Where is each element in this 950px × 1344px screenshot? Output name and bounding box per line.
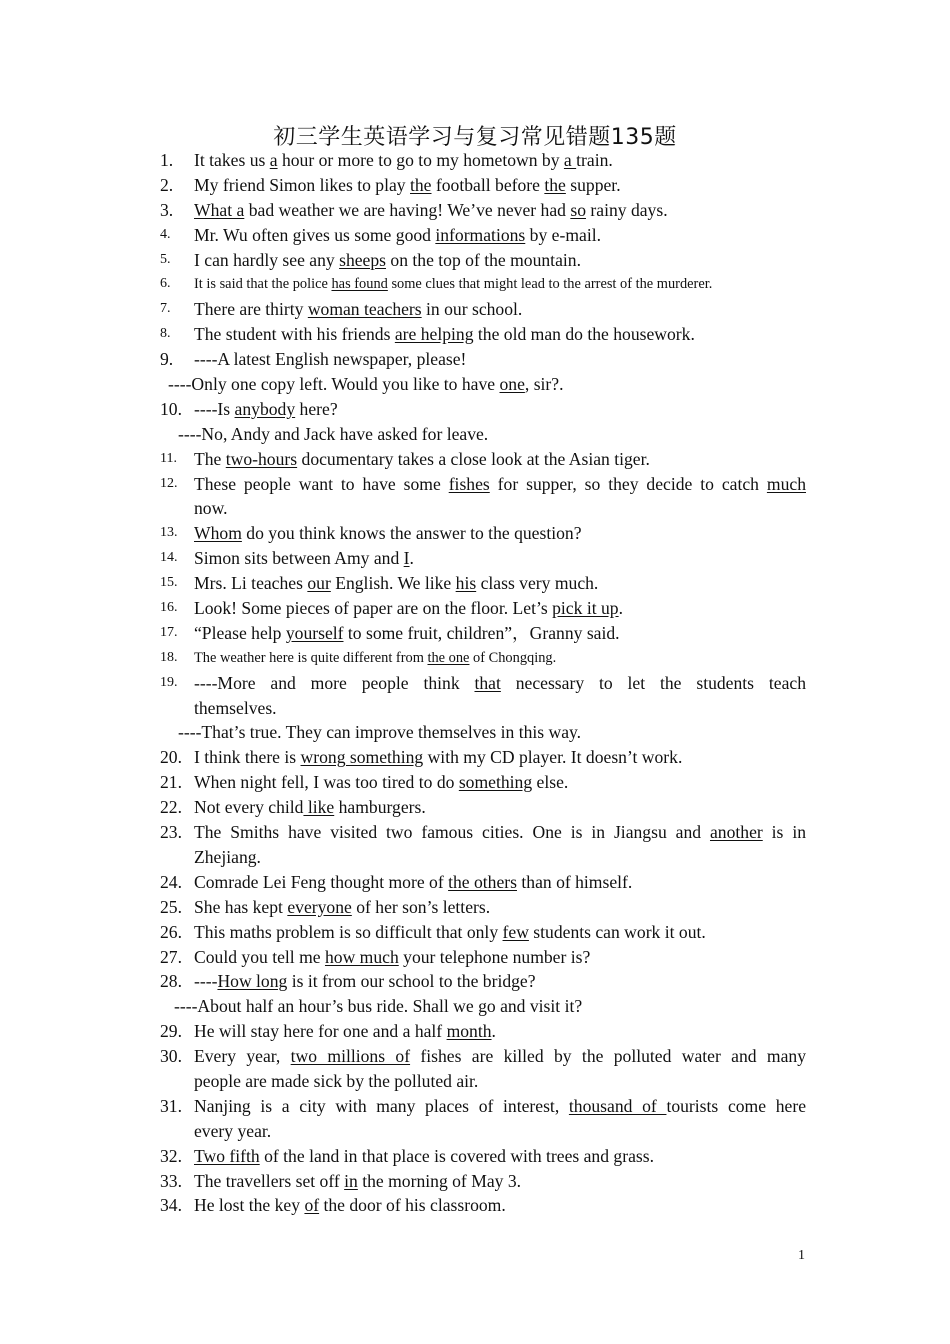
sentence-text: football before <box>431 174 545 195</box>
underlined-error: the others <box>448 871 517 892</box>
sentence-text: of Chongqing. <box>469 649 557 666</box>
sentence-text: in our school. <box>421 299 523 320</box>
sentence-text: on the top of the mountain. <box>386 249 581 270</box>
underlined-error: woman teachers <box>307 299 422 320</box>
sentence-text: The Smiths have visited two famous cities. One is in Jiangsu and <box>194 822 710 843</box>
sentence-text: hour or more to go to my hometown by <box>277 150 564 170</box>
question-line <box>160 696 806 721</box>
underlined-error: anybody <box>234 398 296 419</box>
underlined-error: everyone <box>287 896 352 917</box>
underlined-error: two-hours <box>225 448 298 469</box>
underlined-error: thousand of <box>568 1095 667 1116</box>
question-line <box>160 347 806 372</box>
sentence-text: bad weather we are having! We’ve never had <box>244 199 571 220</box>
underlined-error: fishes <box>448 473 490 494</box>
question-number: 27. <box>160 946 182 967</box>
sentence-text: the morning of May 3. <box>357 1170 522 1191</box>
sentence-text: do you think knows the answer to the question? <box>241 523 582 544</box>
question-line <box>160 496 806 521</box>
underlined-error: that <box>474 672 501 693</box>
underlined-error: the one <box>427 649 470 666</box>
dialogue-reply <box>174 994 582 1019</box>
sentence-text: My friend Simon likes to play <box>194 174 410 195</box>
sentence-text: to some fruit, children”，Granny said. <box>343 622 620 643</box>
underlined-error: wrong something <box>300 747 424 768</box>
question-text <box>194 795 806 820</box>
question-line <box>160 895 806 920</box>
sentence-text: There are thirty <box>194 299 308 320</box>
sentence-text: necessary to let the students teach <box>500 672 806 693</box>
question-number: 19. <box>160 674 178 690</box>
question-number: 30. <box>160 1046 182 1067</box>
sentence-text: here? <box>295 398 338 419</box>
continuation-text: people are made sick by the polluted air. <box>194 1070 479 1091</box>
question-line <box>160 671 806 696</box>
question-line <box>160 1193 806 1218</box>
question-line <box>160 1169 806 1194</box>
question-number: 29. <box>160 1021 182 1042</box>
sentence-text: When night fell, I was too tired to do <box>194 772 459 793</box>
question-number: 10. <box>160 398 182 419</box>
question-text <box>194 1094 806 1119</box>
sentence-text: I think there is <box>194 747 301 768</box>
question-text <box>194 223 806 248</box>
question-number: 16. <box>160 600 178 616</box>
question-line <box>160 397 806 422</box>
sentence-text: This maths problem is so difficult that only <box>194 921 503 942</box>
question-text <box>194 870 806 895</box>
question-number: 32. <box>160 1145 182 1166</box>
underlined-error: so <box>570 199 586 220</box>
question-number: 33. <box>160 1170 182 1191</box>
question-line <box>160 820 806 845</box>
question-line <box>160 1094 806 1119</box>
underlined-error: Whom <box>194 523 242 544</box>
sentence-text: . <box>618 598 623 619</box>
question-number: 3. <box>160 199 174 220</box>
sentence-text: some clues that might lead to the arrest of the murderer. <box>387 276 713 293</box>
underlined-error: something <box>458 772 533 793</box>
question-line <box>160 1044 806 1069</box>
sentence-text: else. <box>532 772 569 793</box>
sentence-text: The student with his friends <box>194 324 395 345</box>
question-line <box>160 198 806 223</box>
continuation-text: themselves. <box>194 697 277 718</box>
question-line <box>160 596 806 621</box>
sentence-text: the door of his classroom. <box>319 1195 506 1216</box>
page-title: 初三学生英语学习与复习常见错题135题 <box>273 125 677 150</box>
underlined-error: pick it up <box>552 598 619 619</box>
sentence-text: rainy days. <box>586 199 668 220</box>
sentence-text: is it from our school to the bridge? <box>287 971 536 992</box>
question-text <box>194 969 806 994</box>
sentence-text: Simon sits between Amy and <box>194 548 404 569</box>
question-text <box>194 596 806 621</box>
reply-text: ----That’s true. They can improve themselves in this way. <box>178 722 582 743</box>
underlined-error: our <box>307 573 331 594</box>
question-line <box>160 1069 806 1094</box>
question-line <box>160 745 806 770</box>
underlined-error: his <box>455 573 477 594</box>
sentence-text: tourists come here <box>666 1095 806 1116</box>
sentence-text: of the land in that place is covered with trees and grass. <box>259 1145 654 1166</box>
question-text <box>194 621 806 646</box>
sentence-text: The weather here is quite different from <box>194 649 428 666</box>
sentence-text: Comrade Lei Feng thought more of <box>194 871 449 892</box>
question-text <box>194 347 806 372</box>
question-text <box>194 397 806 422</box>
question-text <box>194 820 806 845</box>
question-line <box>160 870 806 895</box>
question-number: 6. <box>160 276 171 292</box>
question-number: 22. <box>160 797 182 818</box>
question-text <box>194 472 806 497</box>
question-line <box>160 148 806 173</box>
question-number: 28. <box>160 971 182 992</box>
question-line <box>160 1144 806 1169</box>
question-line <box>160 720 806 745</box>
underlined-error: like <box>303 797 335 818</box>
question-text <box>194 173 806 198</box>
sentence-text: ---- <box>194 971 218 992</box>
reply-text: ----About half an hour’s bus ride. Shall we go and visit it? <box>174 996 583 1017</box>
underlined-error: much <box>766 473 806 494</box>
underlined-error: What a <box>194 199 245 220</box>
sentence-text: ----Is <box>194 398 235 419</box>
question-number: 11. <box>160 450 177 466</box>
sentence-text: I can hardly see any <box>194 249 340 270</box>
question-line <box>160 521 806 546</box>
question-line <box>160 322 806 347</box>
question-number: 1. <box>160 150 174 170</box>
question-line <box>160 372 806 397</box>
question-line <box>160 646 806 671</box>
question-line <box>160 1019 806 1044</box>
question-number: 12. <box>160 475 178 491</box>
continuation-text: every year. <box>194 1120 272 1141</box>
underlined-error: one <box>499 374 525 395</box>
question-line <box>160 571 806 596</box>
sentence-text: fishes are killed by the polluted water and many <box>410 1046 806 1067</box>
sentence-text: train. <box>576 150 613 170</box>
question-number: 7. <box>160 301 171 317</box>
question-number: 5. <box>160 251 171 267</box>
question-number: 20. <box>160 747 182 768</box>
sentence-text: , sir?. <box>524 374 564 395</box>
dialogue-reply <box>178 422 488 447</box>
question-line <box>160 173 806 198</box>
question-text <box>194 248 806 273</box>
sentence-text: . <box>409 548 414 569</box>
sentence-text: by e-mail. <box>525 224 602 245</box>
question-line <box>160 969 806 994</box>
underlined-error: in <box>344 1170 358 1191</box>
sentence-text: He will stay here for one and a half <box>194 1021 447 1042</box>
question-number: 17. <box>160 624 178 640</box>
sentence-text: She has kept <box>194 896 288 917</box>
sentence-text: with my CD player. It doesn’t work. <box>423 747 683 768</box>
sentence-text: The travellers set off <box>194 1170 345 1191</box>
underlined-error: two millions of <box>290 1046 411 1067</box>
question-number: 23. <box>160 822 182 843</box>
question-line <box>160 272 806 297</box>
question-number: 15. <box>160 575 178 591</box>
question-list <box>160 148 806 1218</box>
question-number: 4. <box>160 226 171 242</box>
sentence-text: Look! Some pieces of paper are on the floor. Let’s <box>194 598 553 619</box>
question-line <box>160 297 806 322</box>
sentence-text: It takes us <box>194 150 270 170</box>
sentence-text: the old man do the housework. <box>473 324 695 345</box>
question-text <box>194 297 806 322</box>
question-line <box>160 1119 806 1144</box>
underlined-error: How long <box>217 971 288 992</box>
question-line <box>160 994 806 1019</box>
question-number: 14. <box>160 550 178 566</box>
question-text <box>194 546 806 571</box>
underlined-error: a <box>563 150 577 170</box>
page-number: 1 <box>798 1248 805 1263</box>
question-number: 13. <box>160 525 178 541</box>
underlined-error: the <box>410 174 432 195</box>
question-text <box>194 920 806 945</box>
sentence-text: ----A latest English newspaper, please! <box>194 349 467 370</box>
sentence-text: It is said that the police <box>194 276 332 293</box>
reply-text: ----Only one copy left. Would you like to have <box>168 374 500 395</box>
sentence-text: Nanjing is a city with many places of interest, <box>194 1095 569 1116</box>
question-line <box>160 422 806 447</box>
sentence-text: class very much. <box>476 573 599 594</box>
question-number: 21. <box>160 772 182 793</box>
question-text <box>194 1193 806 1218</box>
sentence-text: Could you tell me <box>194 946 325 967</box>
question-text <box>194 148 806 173</box>
underlined-error: yourself <box>285 622 344 643</box>
continuation-text: Zhejiang. <box>194 846 261 867</box>
question-line <box>160 472 806 497</box>
question-line <box>160 621 806 646</box>
question-text <box>194 322 806 347</box>
question-text <box>194 1019 806 1044</box>
question-number: 24. <box>160 871 182 892</box>
question-number: 18. <box>160 649 178 665</box>
sentence-text: ----More and more people think <box>194 672 475 693</box>
question-number: 31. <box>160 1095 182 1116</box>
question-text <box>194 1044 806 1069</box>
sentence-text: He lost the key <box>194 1195 305 1216</box>
underlined-error: informations <box>435 224 526 245</box>
question-text <box>194 447 806 472</box>
continuation-text: now. <box>194 498 228 519</box>
underlined-error: are helping <box>394 324 474 345</box>
sentence-text: supper. <box>565 174 621 195</box>
reply-text: ----No, Andy and Jack have asked for leave. <box>178 423 489 444</box>
sentence-text: The <box>194 448 226 469</box>
question-line <box>160 795 806 820</box>
sentence-text: students can work it out. <box>528 921 706 942</box>
underlined-error: how much <box>324 946 399 967</box>
question-line <box>160 447 806 472</box>
sentence-text: than of himself. <box>516 871 633 892</box>
sentence-text: These people want to have some <box>194 473 449 494</box>
question-number: 9. <box>160 349 174 370</box>
question-line <box>160 845 806 870</box>
sentence-text: Every year, <box>194 1046 291 1067</box>
underlined-error: another <box>709 822 763 843</box>
question-text <box>194 571 806 596</box>
question-text <box>194 521 806 546</box>
question-number: 8. <box>160 326 171 342</box>
underlined-error: the <box>544 174 566 195</box>
sentence-text: documentary takes a close look at the Asian tiger. <box>297 448 650 469</box>
question-number: 25. <box>160 896 182 917</box>
underlined-error: of <box>304 1195 320 1216</box>
question-number: 34. <box>160 1195 182 1216</box>
question-text <box>194 1144 806 1169</box>
question-text <box>194 646 806 671</box>
question-text <box>194 1169 806 1194</box>
sentence-text: . <box>491 1021 496 1042</box>
question-number: 26. <box>160 921 182 942</box>
question-line <box>160 945 806 970</box>
question-line <box>160 920 806 945</box>
sentence-text: of her son’s letters. <box>351 896 491 917</box>
question-text <box>194 198 806 223</box>
question-text <box>194 745 806 770</box>
question-text <box>194 770 806 795</box>
question-text <box>194 945 806 970</box>
sentence-text: hamburgers. <box>334 797 426 818</box>
question-text <box>194 895 806 920</box>
underlined-error: few <box>502 921 529 942</box>
sentence-text: your telephone number is? <box>398 946 591 967</box>
underlined-error: Two fifth <box>194 1145 260 1166</box>
question-line <box>160 248 806 273</box>
question-text <box>194 671 806 696</box>
question-text <box>194 272 806 297</box>
dialogue-reply <box>178 720 581 745</box>
underlined-error: month <box>446 1021 492 1042</box>
sentence-text: “Please help <box>194 622 286 643</box>
underlined-error: a <box>269 150 278 170</box>
question-line <box>160 770 806 795</box>
sentence-text: Mr. Wu often gives us some good <box>194 224 436 245</box>
dialogue-reply <box>168 372 564 397</box>
underlined-error: sheeps <box>339 249 386 270</box>
sentence-text: Mrs. Li teaches <box>194 573 308 594</box>
sentence-text: is in <box>762 822 807 843</box>
question-line <box>160 223 806 248</box>
sentence-text: English. We like <box>330 573 456 594</box>
underlined-error: has found <box>331 276 388 293</box>
question-line <box>160 546 806 571</box>
sentence-text: for supper, so they decide to catch <box>489 473 767 494</box>
question-number: 2. <box>160 174 174 195</box>
underlined-error: I <box>403 548 410 569</box>
sentence-text: Not every child <box>194 797 304 818</box>
